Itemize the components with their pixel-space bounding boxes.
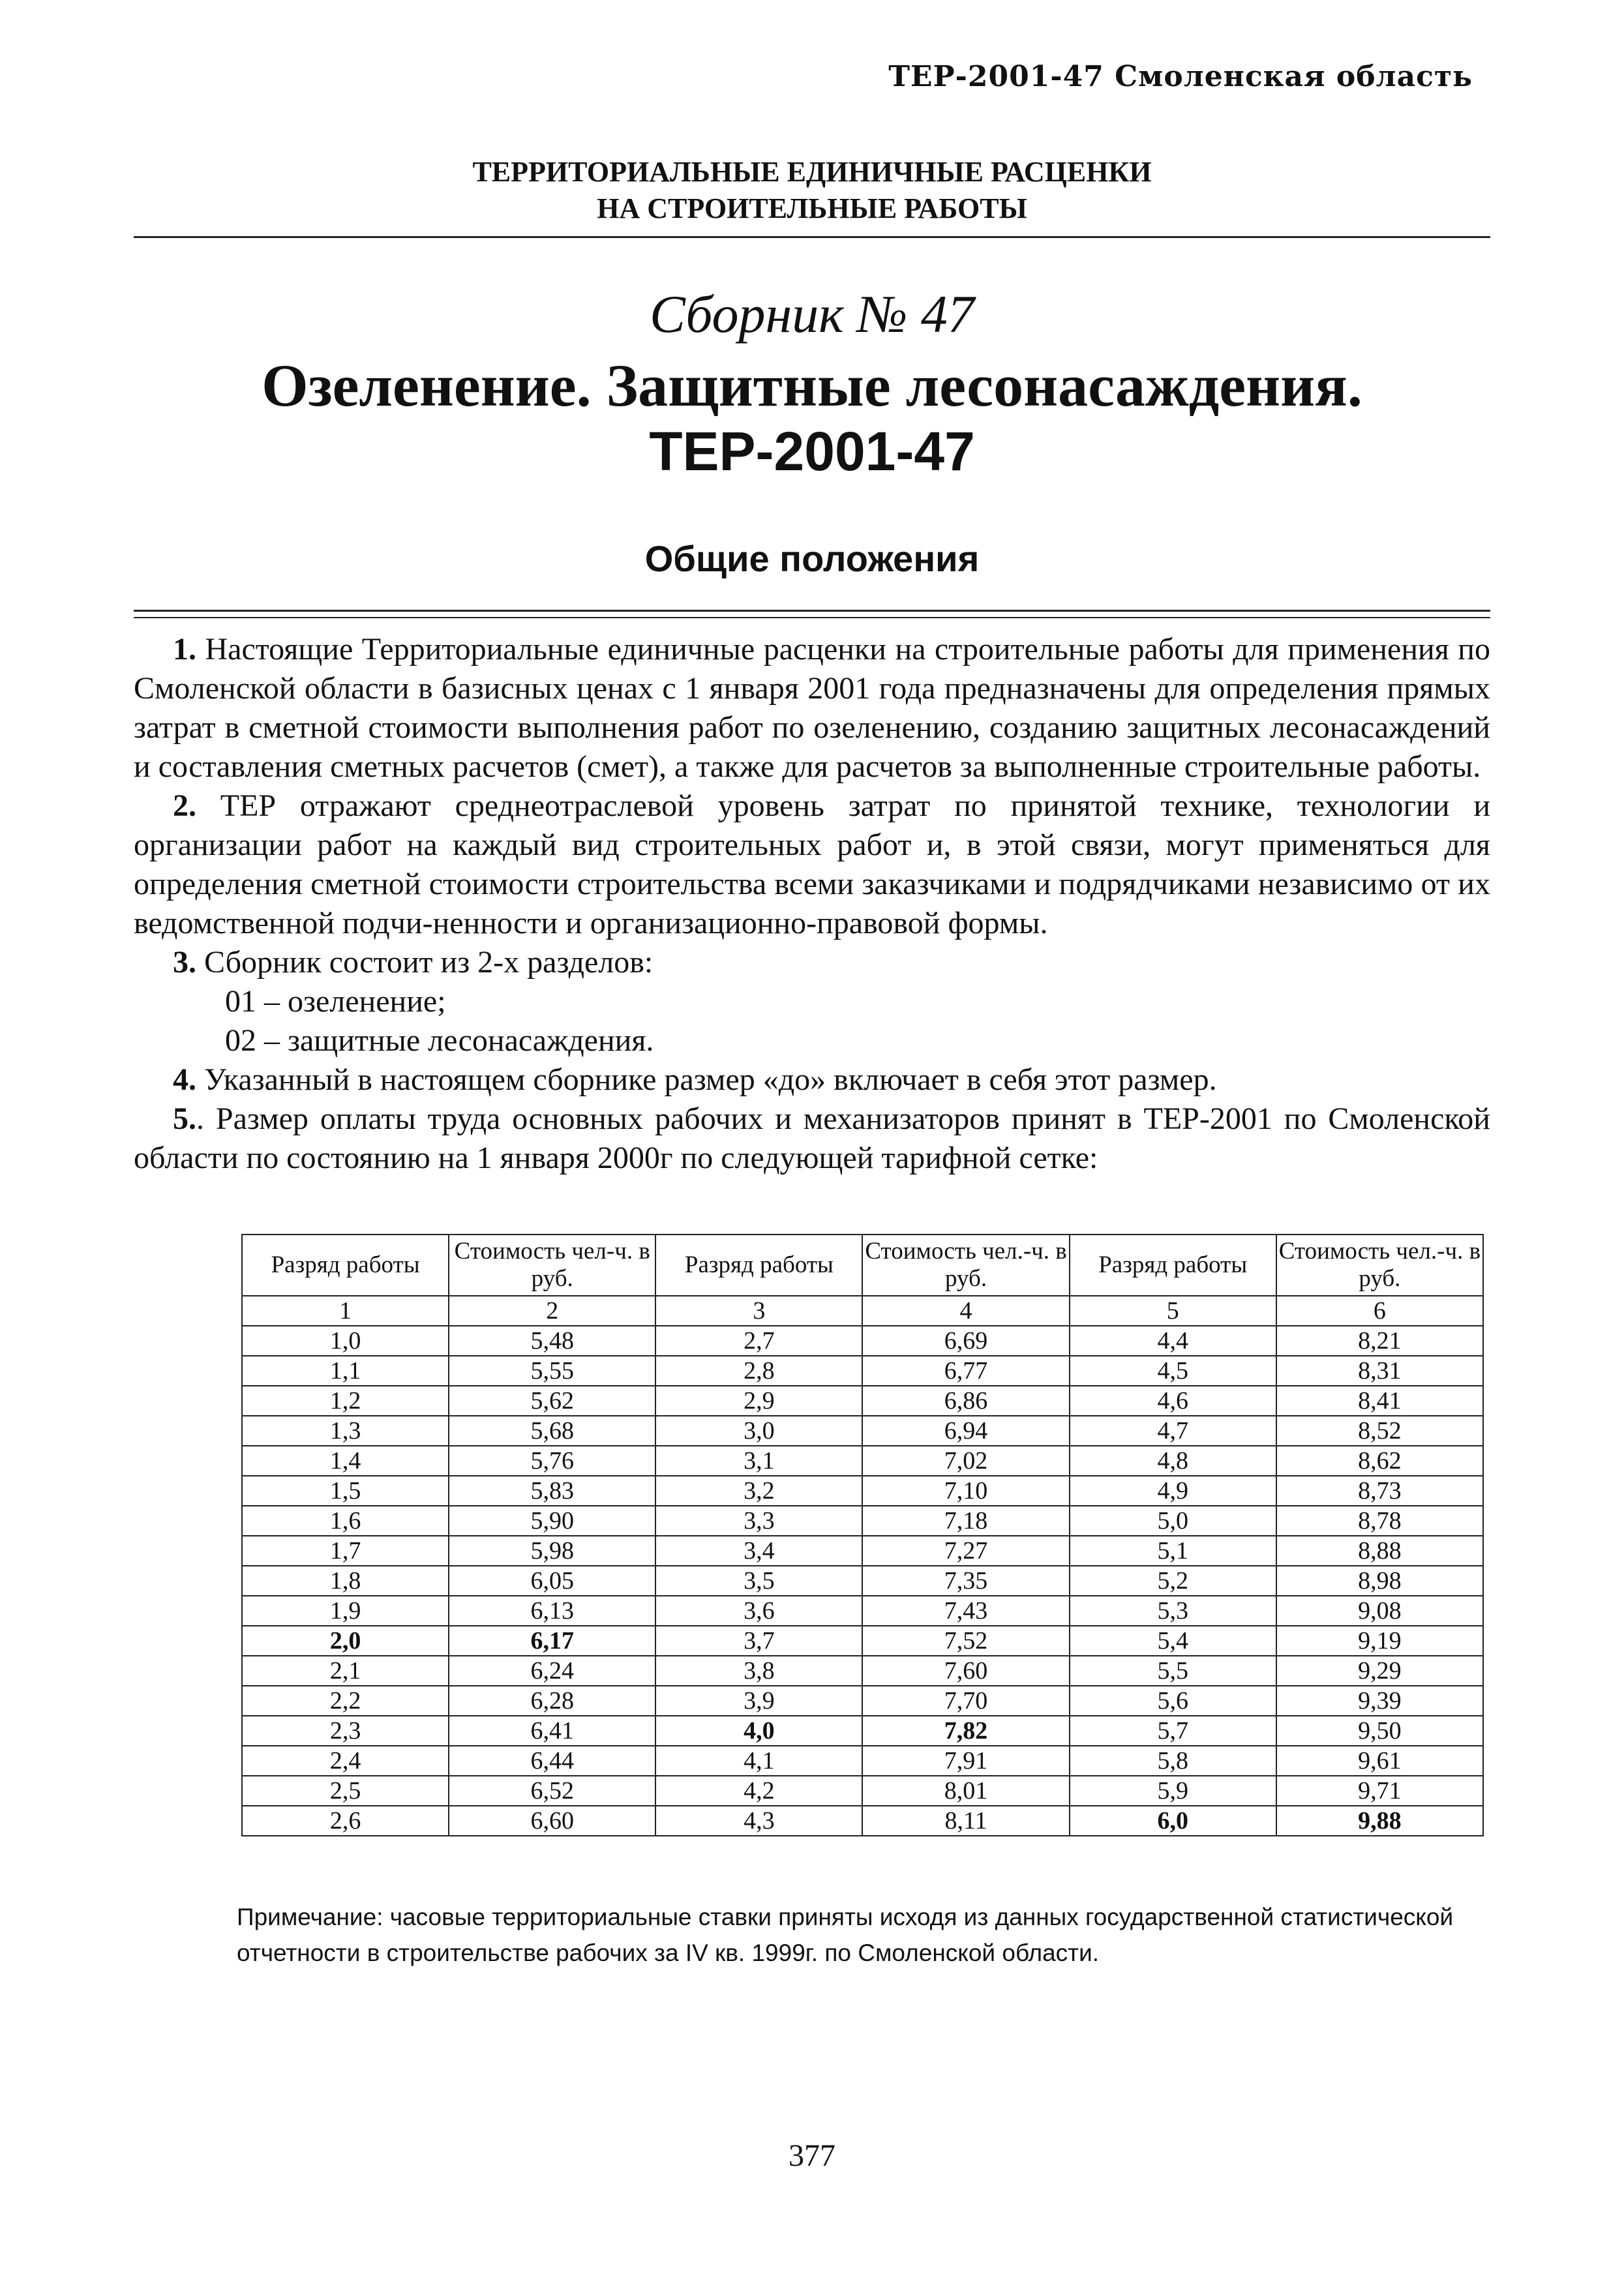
- table-cell: 5,7: [1070, 1716, 1276, 1746]
- column-header: Разряд работы: [655, 1235, 862, 1296]
- table-cell: 6,77: [862, 1356, 1069, 1386]
- table-cell: 8,62: [1276, 1446, 1483, 1476]
- column-number: 6: [1276, 1296, 1483, 1326]
- table-note: Примечание: часовые территориальные ставки приняты исходя из данных государственной статистической отчетности в строительстве рабочих за IV кв. 1999г. по Смоленской области.: [237, 1904, 1454, 1966]
- table-cell: 9,88: [1276, 1806, 1483, 1836]
- table-row: [242, 1386, 1483, 1416]
- table-cell: 8,01: [862, 1776, 1069, 1806]
- tariff-table: [241, 1234, 1484, 1836]
- table-cell: 9,71: [1276, 1776, 1483, 1806]
- collection-number: Сборник № 47: [650, 284, 974, 344]
- table-cell: 7,70: [862, 1686, 1069, 1716]
- paragraph-text: ТЕР отражают среднеотраслевой уровень затрат по принятой технике, технологии и организации работ на каждый вид строительных работ и, в этой связи, могут применяться для определения сметной стоимости строительства всеми заказчиками и подрядчиками независимо от их ведомственной подчи-ненности и организационно-правовой формы.: [134, 788, 1490, 940]
- paragraph-text: . Размер оплаты труда основных рабочих и механизаторов принят в ТЕР-2001 по Смоленской области по состоянию на 1 января 2000г по следующей тарифной сетке:: [134, 1101, 1490, 1175]
- table-cell: 8,98: [1276, 1566, 1483, 1596]
- table-row: [242, 1446, 1483, 1476]
- table-cell: 4,8: [1070, 1446, 1276, 1476]
- table-cell: 3,1: [655, 1446, 862, 1476]
- table-cell: 4,7: [1070, 1416, 1276, 1446]
- table-cell: 6,41: [449, 1716, 655, 1746]
- table-cell: 6,94: [862, 1416, 1069, 1446]
- body-text: [134, 630, 1490, 1178]
- table-cell: 9,61: [1276, 1746, 1483, 1776]
- table-cell: 5,0: [1070, 1506, 1276, 1536]
- table-cell: 3,6: [655, 1596, 862, 1626]
- table-cell: 2,1: [242, 1656, 449, 1686]
- table-cell: 6,86: [862, 1386, 1069, 1416]
- paragraph-5: [134, 1100, 1490, 1178]
- table-cell: 6,28: [449, 1686, 655, 1716]
- table-cell: 7,27: [862, 1536, 1069, 1566]
- table-row: [242, 1656, 1483, 1686]
- table-row: [242, 1356, 1483, 1386]
- table-cell: 7,35: [862, 1566, 1069, 1596]
- table-row: [242, 1566, 1483, 1596]
- table-cell: 1,5: [242, 1476, 449, 1506]
- table-cell: 4,6: [1070, 1386, 1276, 1416]
- table-cell: 4,3: [655, 1806, 862, 1836]
- table-cell: 1,7: [242, 1536, 449, 1566]
- list-item: 01 – озеленение;: [225, 984, 446, 1019]
- table-cell: 8,73: [1276, 1476, 1483, 1506]
- table-cell: 6,0: [1070, 1806, 1276, 1836]
- table-cell: 5,76: [449, 1446, 655, 1476]
- table-cell: 4,1: [655, 1746, 862, 1776]
- table-cell: 3,8: [655, 1656, 862, 1686]
- table-cell: 8,41: [1276, 1386, 1483, 1416]
- table-cell: 3,0: [655, 1416, 862, 1446]
- table-cell: 7,10: [862, 1476, 1069, 1506]
- table-cell: 4,0: [655, 1716, 862, 1746]
- table-cell: 4,9: [1070, 1476, 1276, 1506]
- table-cell: 6,44: [449, 1746, 655, 1776]
- table-cell: 2,0: [242, 1626, 449, 1656]
- table-cell: 5,1: [1070, 1536, 1276, 1566]
- table-row: [242, 1416, 1483, 1446]
- column-number: 5: [1070, 1296, 1276, 1326]
- table-cell: 2,2: [242, 1686, 449, 1716]
- main-title: Озеленение. Защитные лесонасаждения.: [262, 352, 1362, 419]
- series-title-line-2: НА СТРОИТЕЛЬНЫЕ РАБОТЫ: [597, 192, 1027, 224]
- table-row: [242, 1776, 1483, 1806]
- table-cell: 5,2: [1070, 1566, 1276, 1596]
- divider: [134, 610, 1490, 612]
- table-cell: 6,05: [449, 1566, 655, 1596]
- table-cell: 8,21: [1276, 1326, 1483, 1356]
- table-row: [242, 1686, 1483, 1716]
- paragraph-1: [134, 630, 1490, 786]
- table-row: [242, 1326, 1483, 1356]
- table-cell: 7,82: [862, 1716, 1069, 1746]
- table-cell: 2,6: [242, 1806, 449, 1836]
- table-cell: 2,5: [242, 1776, 449, 1806]
- table-cell: 5,4: [1070, 1626, 1276, 1656]
- table-cell: 3,4: [655, 1536, 862, 1566]
- table-cell: 6,60: [449, 1806, 655, 1836]
- table-cell: 6,69: [862, 1326, 1069, 1356]
- table-cell: 5,68: [449, 1416, 655, 1446]
- table-row: [242, 1746, 1483, 1776]
- table-cell: 5,83: [449, 1476, 655, 1506]
- table-cell: 4,2: [655, 1776, 862, 1806]
- table-cell: 7,52: [862, 1626, 1069, 1656]
- table-cell: 9,08: [1276, 1596, 1483, 1626]
- page-number: 377: [789, 2138, 835, 2173]
- paragraph-text: Сборник состоит из 2-х разделов:: [196, 945, 654, 980]
- table-row: [242, 1596, 1483, 1626]
- table-cell: 3,3: [655, 1506, 862, 1536]
- table-cell: 2,9: [655, 1386, 862, 1416]
- paragraph-number: 2.: [173, 788, 196, 823]
- table-cell: 2,3: [242, 1716, 449, 1746]
- paragraph-2: [134, 786, 1490, 943]
- table-cell: 5,55: [449, 1356, 655, 1386]
- column-header: Стоимость чел.-ч. в руб.: [862, 1235, 1069, 1296]
- table-row: [242, 1716, 1483, 1746]
- column-header: Стоимость чел-ч. в руб.: [449, 1235, 655, 1296]
- table-cell: 7,60: [862, 1656, 1069, 1686]
- table-cell: 9,19: [1276, 1626, 1483, 1656]
- table-cell: 8,11: [862, 1806, 1069, 1836]
- table-cell: 4,5: [1070, 1356, 1276, 1386]
- table-cell: 5,98: [449, 1536, 655, 1566]
- table-cell: 1,9: [242, 1596, 449, 1626]
- paragraph-text: Настоящие Территориальные единичные расценки на строительные работы для применения по Смоленской области в базисных ценах с 1 января 2001 года предназначены для определения прямых затрат в сметной стоимости выполнения работ по озеленению, созданию защитных лесонасаждений и составления сметных расчетов (смет), а также для расчетов за выполненные строительные работы.: [134, 632, 1490, 784]
- table-cell: 5,3: [1070, 1596, 1276, 1626]
- table-cell: 6,17: [449, 1626, 655, 1656]
- list-item: 02 – защитные лесонасаждения.: [225, 1023, 654, 1058]
- table-cell: 8,78: [1276, 1506, 1483, 1536]
- column-number: 1: [242, 1296, 449, 1326]
- table-cell: 2,7: [655, 1326, 862, 1356]
- table-cell: 3,5: [655, 1566, 862, 1596]
- table-row: [242, 1506, 1483, 1536]
- table-cell: 1,6: [242, 1506, 449, 1536]
- paragraph-number: 1.: [173, 632, 196, 666]
- table-cell: 6,52: [449, 1776, 655, 1806]
- table-row: [242, 1806, 1483, 1836]
- table-cell: 1,8: [242, 1566, 449, 1596]
- running-header: ТЕР-2001-47 Смоленская область: [888, 60, 1473, 93]
- table-cell: 5,8: [1070, 1746, 1276, 1776]
- section-title: Общие положения: [644, 538, 980, 579]
- table-cell: 5,48: [449, 1326, 655, 1356]
- series-title: [134, 154, 1490, 227]
- column-number-row: [242, 1296, 1483, 1326]
- table-cell: 1,3: [242, 1416, 449, 1446]
- table-cell: 7,91: [862, 1746, 1069, 1776]
- divider: [134, 617, 1490, 618]
- series-title-line-1: ТЕРРИТОРИАЛЬНЫЕ ЕДИНИЧНЫЕ РАСЦЕНКИ: [472, 156, 1152, 188]
- divider: [134, 236, 1490, 238]
- column-number: 2: [449, 1296, 655, 1326]
- table-cell: 6,13: [449, 1596, 655, 1626]
- table-cell: 9,39: [1276, 1686, 1483, 1716]
- table-body: [242, 1326, 1483, 1836]
- column-header: Разряд работы: [242, 1235, 449, 1296]
- table-cell: 7,18: [862, 1506, 1069, 1536]
- paragraph-4: [134, 1060, 1490, 1100]
- paragraph-number: 5.: [173, 1101, 196, 1136]
- code-title: ТЕР-2001-47: [649, 421, 975, 482]
- table-cell: 9,29: [1276, 1656, 1483, 1686]
- table-cell: 3,2: [655, 1476, 862, 1506]
- table-cell: 7,02: [862, 1446, 1069, 1476]
- table-cell: 1,4: [242, 1446, 449, 1476]
- table-cell: 9,50: [1276, 1716, 1483, 1746]
- table-cell: 5,5: [1070, 1656, 1276, 1686]
- table-row: [242, 1476, 1483, 1506]
- table-cell: 5,62: [449, 1386, 655, 1416]
- column-header: Стоимость чел.-ч. в руб.: [1276, 1235, 1483, 1296]
- paragraph-number: 4.: [173, 1062, 196, 1097]
- table-cell: 1,0: [242, 1326, 449, 1356]
- table-cell: 7,43: [862, 1596, 1069, 1626]
- table-cell: 6,24: [449, 1656, 655, 1686]
- table-cell: 1,1: [242, 1356, 449, 1386]
- table-cell: 5,90: [449, 1506, 655, 1536]
- table-cell: 2,8: [655, 1356, 862, 1386]
- table-cell: 8,52: [1276, 1416, 1483, 1446]
- paragraph-3: [134, 943, 1490, 982]
- table-cell: 1,2: [242, 1386, 449, 1416]
- table-cell: 8,31: [1276, 1356, 1483, 1386]
- column-number: 4: [862, 1296, 1069, 1326]
- table-cell: 3,7: [655, 1626, 862, 1656]
- paragraph-text: Указанный в настоящем сборнике размер «до» включает в себя этот размер.: [196, 1062, 1217, 1097]
- table-cell: 8,88: [1276, 1536, 1483, 1566]
- table-cell: 5,9: [1070, 1776, 1276, 1806]
- table-header-row: [242, 1235, 1483, 1296]
- table-row: [242, 1626, 1483, 1656]
- table-cell: 5,6: [1070, 1686, 1276, 1716]
- column-header: Разряд работы: [1070, 1235, 1276, 1296]
- paragraph-number: 3.: [173, 945, 196, 980]
- table-cell: 3,9: [655, 1686, 862, 1716]
- column-number: 3: [655, 1296, 862, 1326]
- table-cell: 2,4: [242, 1746, 449, 1776]
- table-cell: 4,4: [1070, 1326, 1276, 1356]
- table-row: [242, 1536, 1483, 1566]
